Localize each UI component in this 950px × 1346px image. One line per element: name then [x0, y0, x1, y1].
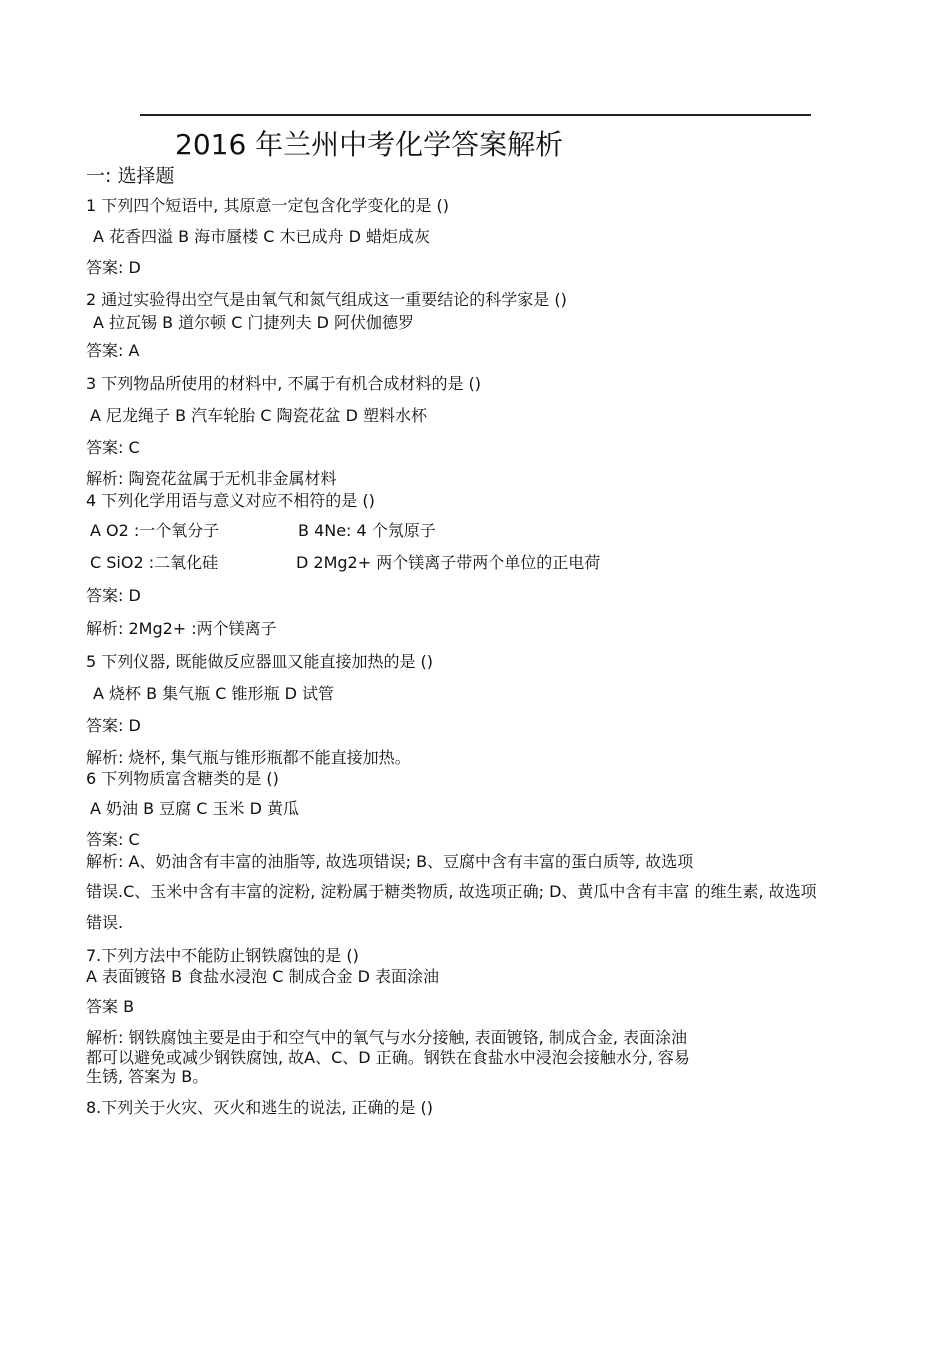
answer-7: 答案 B	[86, 997, 135, 1016]
answer-4: 答案: D	[86, 586, 141, 605]
question-2: 2 通过实验得出空气是由氧气和氮气组成这一重要结论的科学家是 ()	[86, 290, 567, 309]
explanation-6-line-3: 错误.	[86, 913, 124, 932]
question-7: 7.下列方法中不能防止钢铁腐蚀的是 ()	[86, 946, 359, 965]
question-4: 4 下列化学用语与意义对应不相符的是 ()	[86, 491, 375, 510]
answer-5: 答案: D	[86, 716, 141, 735]
question-6: 6 下列物质富含糖类的是 ()	[86, 769, 279, 788]
explanation-6-line-2: 错误.C、玉米中含有丰富的淀粉, 淀粉属于糖类物质, 故选项正确; D、黄瓜中含有丰富 的维生素, 故选项	[86, 882, 817, 901]
answer-6: 答案: C	[86, 830, 140, 849]
question-1: 1 下列四个短语中, 其原意一定包含化学变化的是 ()	[86, 196, 450, 215]
question-3-options: A 尼龙绳子 B 汽车轮胎 C 陶瓷花盆 D 塑料水杯	[90, 406, 428, 425]
question-5-options: A 烧杯 B 集气瓶 C 锥形瓶 D 试管	[93, 684, 335, 703]
question-3: 3 下列物品所使用的材料中, 不属于有机合成材料的是 ()	[86, 374, 482, 393]
question-8: 8.下列关于火灾、灭火和逃生的说法, 正确的是 ()	[86, 1098, 434, 1117]
question-4-option-d: D 2Mg2+ 两个镁离子带两个单位的正电荷	[296, 553, 601, 572]
explanation-7-line-3: 生锈, 答案为 B。	[86, 1067, 209, 1086]
header-rule	[140, 114, 811, 116]
answer-3: 答案: C	[86, 438, 140, 457]
answer-1: 答案: D	[86, 258, 141, 277]
question-4-option-c: C SiO2 :二氧化硅	[90, 553, 219, 572]
question-4-option-b: B 4Ne: 4 个氖原子	[298, 521, 436, 540]
explanation-4: 解析: 2Mg2+ :两个镁离子	[86, 619, 277, 638]
explanation-6-line-1: 解析: A、奶油含有丰富的油脂等, 故选项错误; B、豆腐中含有丰富的蛋白质等, 故选项	[86, 852, 694, 871]
explanation-5: 解析: 烧杯, 集气瓶与锥形瓶都不能直接加热。	[86, 748, 411, 767]
question-4-option-a: A O2 :一个氧分子	[90, 521, 220, 540]
explanation-7-line-1: 解析: 钢铁腐蚀主要是由于和空气中的氧气与水分接触, 表面镀铬, 制成合金, 表面涂油	[86, 1028, 687, 1047]
explanation-7-line-2: 都可以避免或减少钢铁腐蚀, 故A、C、D 正确。钢铁在食盐水中浸泡会接触水分, 容易	[86, 1048, 690, 1067]
section-heading: 一: 选择题	[86, 165, 175, 187]
question-6-options: A 奶油 B 豆腐 C 玉米 D 黄瓜	[90, 799, 300, 818]
question-1-options: A 花香四溢 B 海市蜃楼 C 木已成舟 D 蜡炬成灰	[93, 227, 431, 246]
page-title: 2016 年兰州中考化学答案解析	[175, 128, 564, 161]
answer-2: 答案: A	[86, 341, 140, 360]
question-5: 5 下列仪器, 既能做反应器皿又能直接加热的是 ()	[86, 652, 434, 671]
question-2-options: A 拉瓦锡 B 道尔顿 C 门捷列夫 D 阿伏伽德罗	[93, 313, 415, 332]
explanation-3: 解析: 陶瓷花盆属于无机非金属材料	[86, 469, 337, 488]
question-7-options: A 表面镀铬 B 食盐水浸泡 C 制成合金 D 表面涂油	[86, 967, 440, 986]
